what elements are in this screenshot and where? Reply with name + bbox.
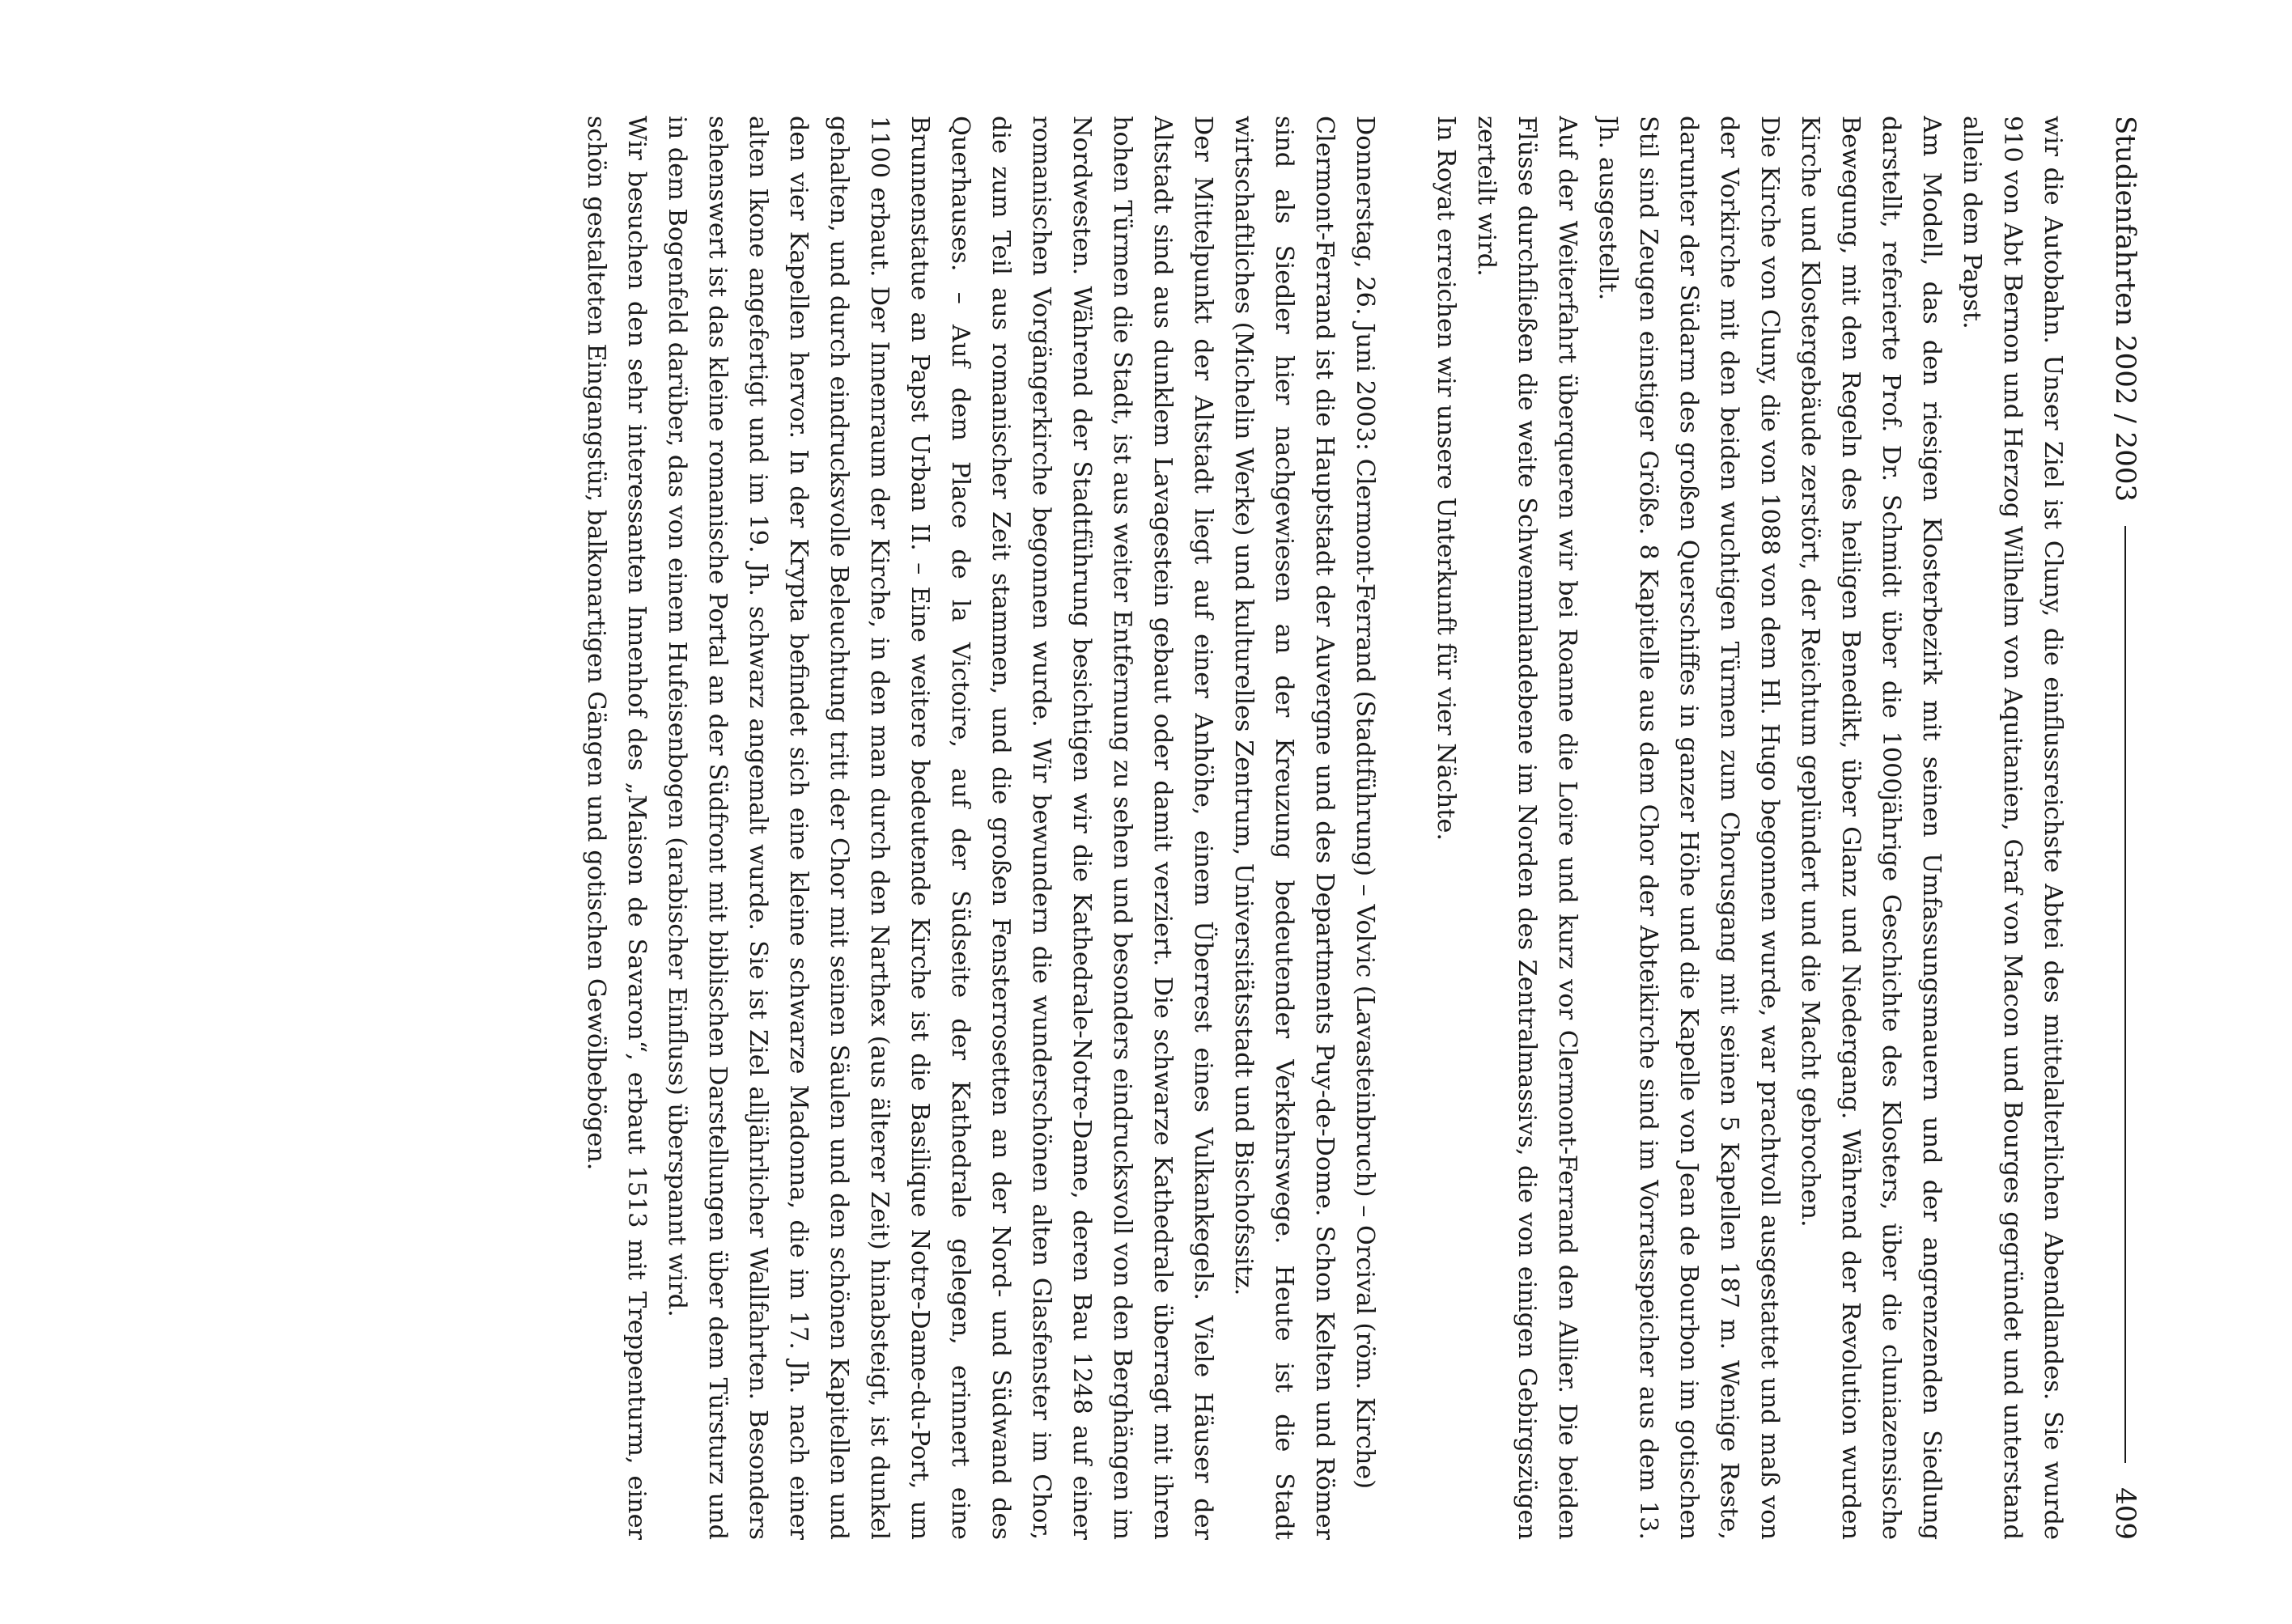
paragraph-journey: Auf der Weiterfahrt überqueren wir bei Roanne die Loire und kurz vor Clermont-Ferrand den Allier. Die beiden Flüsse durchfließen die weite Schwemmlandebene im Norden des Zentralmassivs, die von einigen Gebirgszügen zerteilt wird.	[1472, 116, 1581, 1540]
paragraph-savaron: Wir besuchen den sehr interessanten Innenhof des „Maison de Savaron“, erbaut 1513 mit Treppenturm, einer schön gestalteten Eingangstür, balkonartigen Gängen und gotischen Gewölbebögen.	[582, 116, 651, 1540]
rotated-page	[110, 51, 2182, 1572]
header-rule	[2124, 526, 2126, 1463]
body-text	[159, 116, 2073, 1540]
day-heading: Donnerstag, 26. Juni 2003: Clermont-Ferrand (Stadtführung) – Volvic (Lavasteinbruch) – Orcival (röm. Kirche)	[1351, 116, 1379, 1490]
page-number: 409	[2109, 1487, 2141, 1540]
paragraph-model: Am Modell, das den riesigen Klosterbezirk mit seinen Umfassungsmauern und der angrenzenden Siedlung darstellt, referierte Prof. Dr. Schmidt über die 1000jährige Geschichte des Klosters, über die cluniazensische Bewegung, mit den Regeln des heiligen Benedikt, über Glanz und Niedergang. Während der Revolution wurden Kirche und Klostergebäude zerstört, der Reichtum geplündert und die Macht gebrochen.	[1796, 116, 1946, 1540]
running-title: Studienfahrten 2002 / 2003	[2109, 116, 2141, 502]
paragraph-church: Die Kirche von Cluny, die von 1088 von dem Hl. Hugo begonnen wurde, war prachtvoll ausgestattet und maß von der Vorkirche mit den beiden wuchtigen Türmen zum Chorusgang mit seinen 5 Kapellen 187 m. Wenige Reste, darunter der Südarm des großen Querschiffes in ganzer Höhe und die Kapelle von Jean de Bourbon im gotischen Stil sind Zeugen einstiger Größe. 8 Kapitelle aus dem Chor der Abteikirche sind im Vorratsspeicher aus dem 13. Jh. ausgestellt.	[1594, 116, 1784, 1540]
page-header	[2109, 116, 2141, 1540]
paragraph-royat: In Royat erreichen wir unsere Unterkunft für vier Nächte.	[1432, 116, 1460, 842]
paragraph-old-town: Der Mittelpunkt der Altstadt liegt auf einer Anhöhe, einem Überrest eines Vulkankegels. Viele Häuser der Altstadt sind aus dunklem Lavagestein gebaut oder damit verziert. Die schwarze Kathedrale überragt mit ihren hohen Türmen die Stadt, ist aus weiter Entfernung zu sehen und besonders eindrucksvoll von den Berghängen im Nordwesten. Während der Stadtführung besichtigen wir die Kathedrale-Notre-Dame, deren Bau 1248 auf einer romanischen Vorgängerkirche begonnen wurde. Wir bewundern die wunderschönen alten Glasfenster im Chor, die zum Teil aus romanischer Zeit stammen, und die großen Fensterrosetten an der Nord- und Südwand des Querhauses. – Auf dem Place de la Victoire, auf der Südseite der Kathedrale gelegen, erinnert eine Brunnenstatue an Papst Urban II. – Eine weitere bedeutende Kirche ist die Basilique Notre-Dame-du-Port, um 1100 erbaut. Der Innenraum der Kirche, in den man durch den Narthex (aus älterer Zeit) hinabsteigt, ist dunkel gehalten, und durch eindrucksvolle Beleuchtung tritt der Chor mit seinen Säulen und den schönen Kapitellen und den vier Kapellen hervor. In der Krypta befindet sich eine kleine schwarze Madonna, die im 17. Jh. nach einer alten Ikone angefertigt und im 19. Jh. schwarz angemalt wurde. Sie ist Ziel alljährlicher Wallfahrten. Besonders sehenswert ist das kleine romanische Portal an der Südfront mit biblischen Darstellungen über dem Türsturz und in dem Bogenfeld darüber, das von einem Hufeisenbogen (arabischer Einfluss) überspannt wird.	[663, 116, 1217, 1540]
paragraph-clermont: Clermont-Ferrand ist die Hauptstadt der Auvergne und des Departments Puy-de-Dome. Schon Kelten und Römer sind als Siedler hier nachgewiesen an der Kreuzung bedeutender Verkehrswege. Heute ist die Stadt wirtschaftliches (Michelin Werke) und kulturelles Zentrum, Universitätsstadt und Bischofssitz.	[1229, 116, 1339, 1540]
paragraph-cluny-intro: wir die Autobahn. Unser Ziel ist Cluny, die einflussreichste Abtei des mittelalterlichen Abendlandes. Sie wurde 910 von Abt Bernon und Herzog Wilhelm von Aquitanien, Graf von Macon und Bourges gegründet und unterstand allein dem Papst.	[1958, 116, 2067, 1540]
